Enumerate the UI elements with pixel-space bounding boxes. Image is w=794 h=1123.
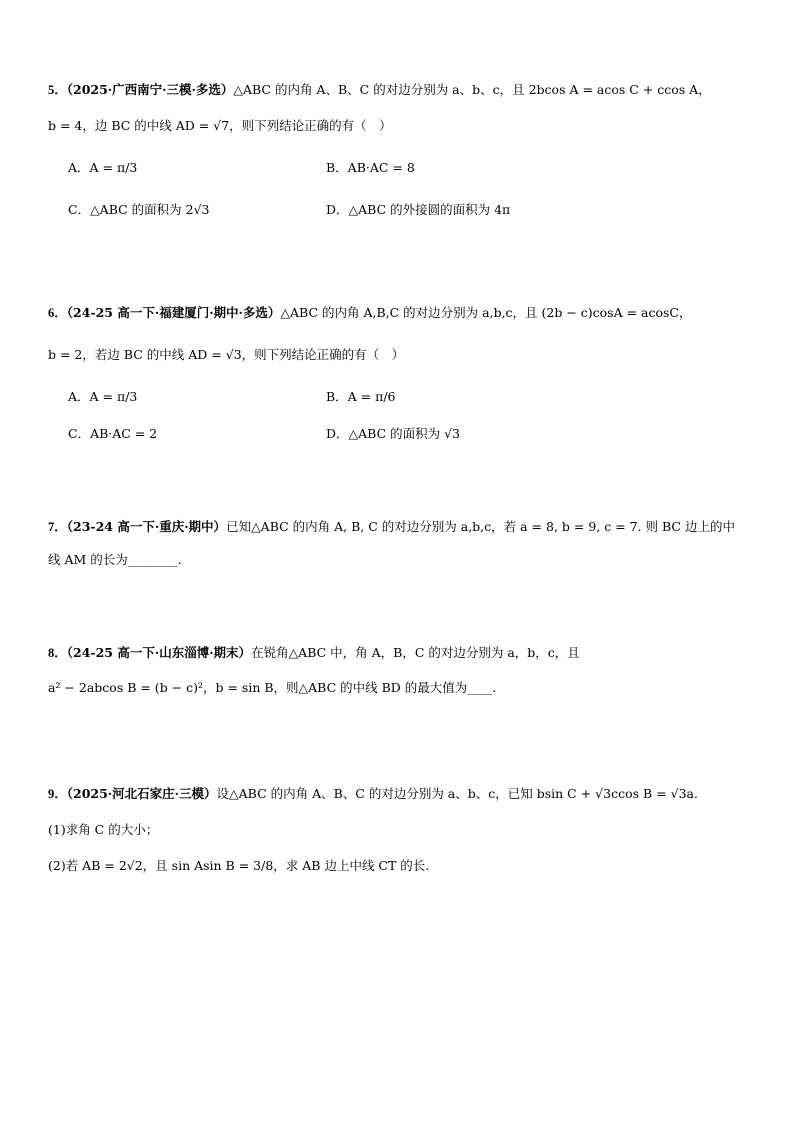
question-stem: △ABC 的内角 A、B、C 的对边分别为 a、b、c，且 2bcos A = acos C + ccos A， — [233, 82, 711, 97]
question-stem: 已知△ABC 的内角 A, B, C 的对边分别为 a,b,c，若 a = 8, b = 9, c = 7. 则 BC 边上的中 — [226, 519, 735, 534]
question-5-option-a: A．A = π/3 — [68, 160, 138, 175]
question-number: 6． — [48, 306, 67, 320]
question-5-line1 — [48, 82, 711, 98]
question-6-line2: b = 2，若边 BC 的中线 AD = √3，则下列结论正确的有（ ） — [48, 347, 405, 362]
question-7-line1 — [48, 519, 735, 535]
question-source: （2025·河北石家庄·三模） — [66, 786, 217, 801]
question-5-option-d: D．△ABC 的外接圆的面积为 4π — [326, 202, 511, 217]
question-number: 9． — [48, 787, 67, 801]
question-8-line1 — [48, 645, 580, 661]
question-5-line2: b = 4，边 BC 的中线 AD = √7，则下列结论正确的有（ ） — [48, 118, 392, 133]
question-5-option-b: B．AB·AC = 8 — [326, 160, 415, 175]
question-9-part1: (1)求角 C 的大小； — [48, 822, 159, 837]
question-source: （23-24 高一下·重庆·期中） — [66, 519, 227, 534]
question-9-part2: (2)若 AB = 2√2，且 sin Asin B = 3/8，求 AB 边上中线 CT 的长. — [48, 858, 430, 873]
question-8-line2: a² − 2abcos B = (b − c)²，b = sin B，则△ABC 的中线 BD 的最大值为____. — [48, 680, 497, 695]
question-6-option-b: B．A = π/6 — [326, 389, 396, 404]
question-source: （24-25 高一下·山东淄博·期末） — [66, 645, 252, 660]
question-number: 7． — [48, 520, 67, 534]
question-stem: 在锐角△ABC 中，角 A，B，C 的对边分别为 a，b，c，且 — [251, 645, 580, 660]
question-9-line1 — [48, 786, 698, 802]
question-6-option-c: C．AB·AC = 2 — [68, 426, 158, 441]
question-6-line1 — [48, 305, 692, 321]
question-source: （2025·广西南宁·三模·多选） — [66, 82, 234, 97]
question-6-option-d: D．△ABC 的面积为 √3 — [326, 426, 461, 441]
question-number: 5． — [48, 83, 67, 97]
question-stem: 设△ABC 的内角 A、B、C 的对边分别为 a、b、c，已知 bsin C + √3ccos B = √3a. — [216, 786, 698, 801]
question-source: （24-25 高一下·福建厦门·期中·多选） — [66, 305, 281, 320]
question-stem: △ABC 的内角 A,B,C 的对边分别为 a,b,c，且 (2b − c)cosA = acosC， — [280, 305, 692, 320]
question-6-option-a: A．A = π/3 — [68, 389, 138, 404]
question-7-line2: 线 AM 的长为________. — [48, 552, 182, 567]
question-5-option-c: C．△ABC 的面积为 2√3 — [68, 202, 210, 217]
question-number: 8． — [48, 646, 67, 660]
